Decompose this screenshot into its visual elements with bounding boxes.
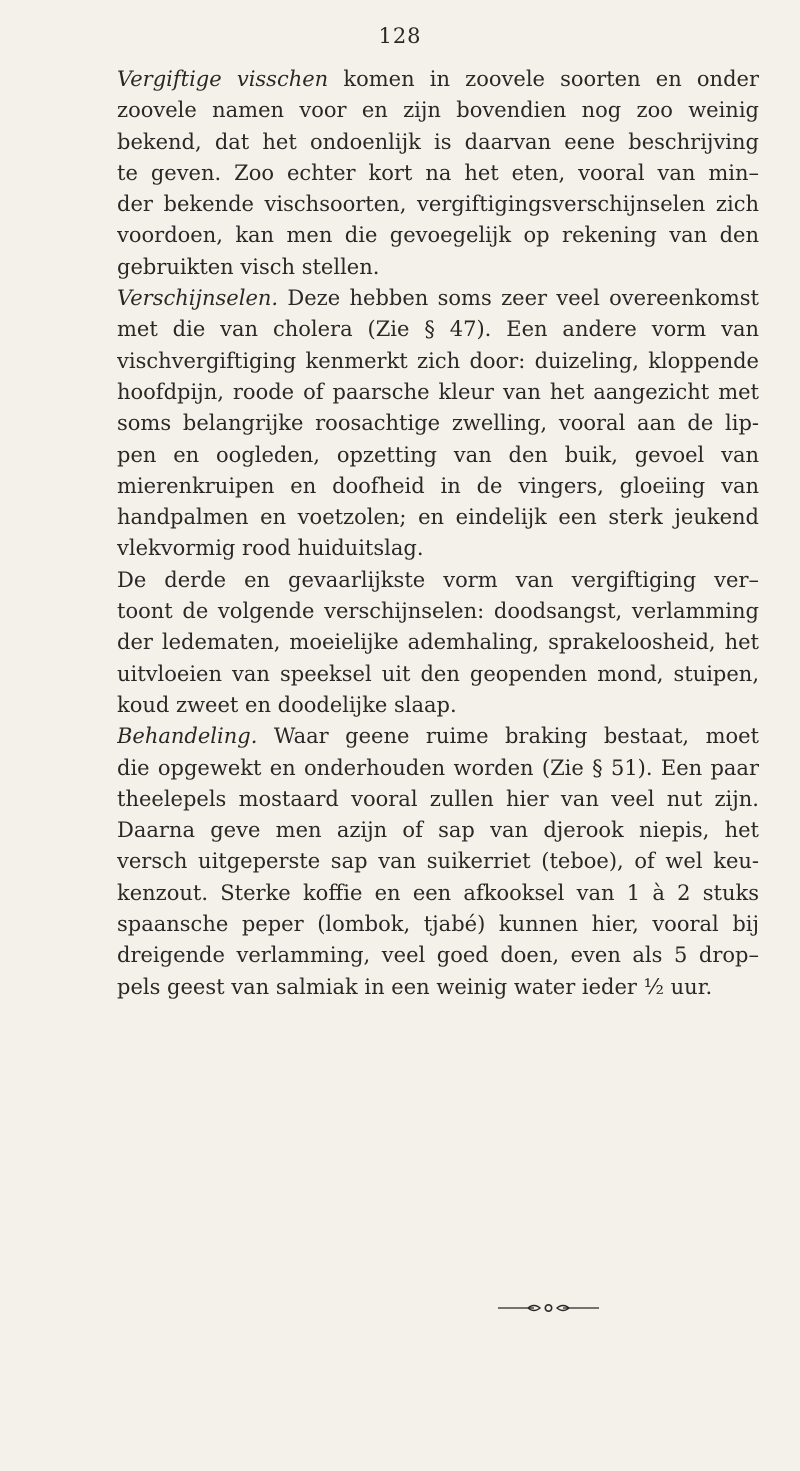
text-line	[117, 220, 759, 251]
line-text: Daarna geve men azijn of sap van djerook niepis, het	[117, 818, 759, 843]
text-line	[117, 95, 759, 126]
line-text: Deze hebben soms zeer veel overeenkomst	[278, 286, 759, 311]
line-text: dreigende verlamming, veel goed doen, even als 5 drop–	[117, 943, 759, 968]
text-line	[117, 627, 759, 658]
paragraph	[117, 721, 759, 1003]
text-line	[117, 596, 759, 627]
text-line	[117, 972, 759, 1003]
text-line	[117, 533, 759, 564]
section-end-ornament-icon	[498, 1302, 599, 1314]
line-text: vischvergiftiging kenmerkt zich door: duizeling, kloppende	[117, 348, 759, 373]
line-text: der bekende vischsoorten, vergiftigingsverschijnselen zich	[117, 192, 759, 217]
text-line	[117, 502, 759, 533]
line-text: te geven. Zoo echter kort na het eten, vooral van min–	[117, 160, 759, 185]
body-text	[117, 64, 759, 1003]
line-text: handpalmen en voetzolen; en eindelijk een sterk jeukend	[117, 505, 759, 530]
text-line	[117, 940, 759, 971]
text-line	[117, 909, 759, 940]
page-number: 128	[378, 24, 422, 48]
text-line	[117, 283, 759, 314]
line-text: spaansche peper (lombok, tjabé) kunnen hier, vooral bij	[117, 912, 759, 937]
line-text: komen in zoovele soorten en onder	[328, 67, 759, 91]
line-text: pen en oogleden, opzetting van den buik, gevoel van	[117, 442, 759, 467]
line-text: mierenkruipen en doofheid in de vingers, gloeiing van	[117, 473, 759, 498]
text-line	[117, 127, 759, 158]
text-line	[117, 815, 759, 846]
section-heading: Vergiftige visschen	[117, 67, 329, 91]
line-text: toont de volgende verschijnselen: doodsangst, verlamming	[117, 599, 759, 624]
text-line	[117, 377, 759, 408]
section-heading: Behandeling.	[117, 724, 258, 749]
line-text: soms belangrijke roosachtige zwelling, vooral aan de lip-	[117, 411, 759, 436]
text-line	[117, 753, 759, 784]
line-text: die opgewekt en onderhouden worden (Zie § 51). Een paar	[117, 755, 759, 780]
text-line	[117, 878, 759, 909]
paragraph	[117, 565, 759, 721]
line-text: theelepels mostaard vooral zullen hier van veel nut zijn.	[117, 786, 759, 811]
line-text: Waar geene ruime braking bestaat, moet	[257, 724, 759, 749]
text-line	[117, 314, 759, 345]
text-line	[117, 158, 759, 189]
text-line	[117, 721, 759, 752]
text-line	[117, 189, 759, 220]
line-text: bekend, dat het ondoenlijk is daarvan eene beschrijving	[117, 129, 759, 154]
line-text: hoofdpijn, roode of paarsche kleur van het aangezicht met	[117, 379, 759, 404]
text-line	[117, 408, 759, 439]
line-text: uitvloeien van speeksel uit den geopenden mond, stuipen,	[117, 661, 759, 686]
line-text: versch uitgeperste sap van suikerriet (teboe), of wel keu-	[117, 849, 759, 874]
text-line	[117, 784, 759, 815]
text-line	[117, 690, 759, 721]
line-text: met die van cholera (Zie § 47). Een andere vorm van	[117, 317, 759, 342]
paragraph	[117, 283, 759, 565]
text-line	[117, 440, 759, 471]
text-line	[117, 565, 759, 596]
text-line	[117, 64, 759, 95]
line-text: pels geest van salmiak in een weinig water ieder ½ uur.	[117, 974, 713, 999]
line-text: vlekvormig rood huiduitslag.	[117, 536, 424, 561]
line-text: De derde en gevaarlijkste vorm van vergiftiging ver–	[117, 567, 759, 592]
line-text: kenzout. Sterke koffie en een afkooksel van 1 à 2 stuks	[117, 880, 759, 905]
text-line	[117, 846, 759, 877]
line-text: zoovele namen voor en zijn bovendien nog zoo weinig	[117, 98, 759, 123]
line-text: gebruikten visch stellen.	[117, 254, 380, 279]
text-line	[117, 471, 759, 502]
section-heading: Verschijnselen.	[117, 286, 279, 311]
text-line	[117, 252, 759, 283]
text-line	[117, 346, 759, 377]
text-line	[117, 659, 759, 690]
line-text: der ledematen, moeielijke ademhaling, sprakeloosheid, het	[117, 630, 759, 655]
paragraph	[117, 64, 759, 283]
line-text: voordoen, kan men die gevoegelijk op rekening van den	[117, 223, 759, 248]
line-text: koud zweet en doodelijke slaap.	[117, 692, 457, 717]
